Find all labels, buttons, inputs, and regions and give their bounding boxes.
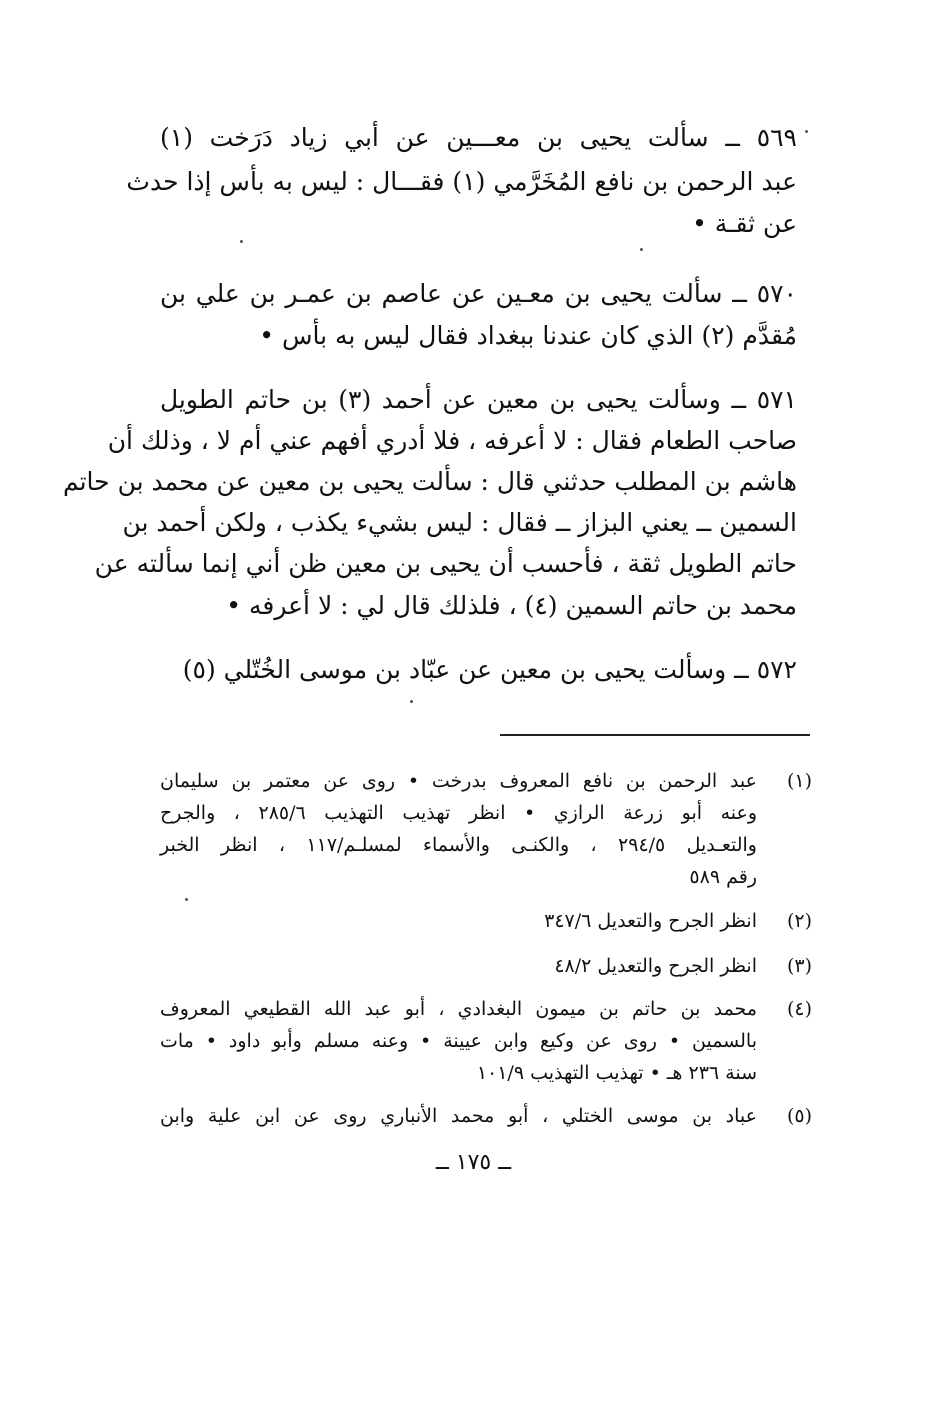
footnote-line: سنة ٢٣٦ هـ • تهذيب التهذيب ١٠١/٩ — [476, 1062, 757, 1084]
scan-speck — [805, 130, 808, 133]
entry-571-line-3: هاشم بن المطلب حدثني قال : سألت يحيى بن معين عن محمد بن حاتم — [62, 467, 797, 496]
footnote-line: انظر الجرح والتعديل ٣٤٧/٦ — [544, 910, 757, 932]
footnote-number: (١) — [786, 770, 812, 792]
entry-571-line-1: ٥٧١ ــ وسألت يحيى بن معين عن أحمد (٣) بن حاتم الطويل — [160, 385, 797, 414]
footnote-2 — [160, 905, 812, 937]
entry-571-line-4: السمين ــ يعني البزاز ــ فقال : ليس بشيء يكذب ، ولكن أحمد بن — [122, 508, 797, 537]
footnote-3 — [160, 950, 812, 982]
footnote-line: عباد بن موسى الختلي ، أبو محمد الأنباري روى عن ابن علية وابن — [160, 1105, 757, 1127]
footnote-line: بالسمين • روى عن وكيع وابن عيينة • وعنه مسلم وأبو داود • مات — [160, 1030, 757, 1052]
footnote-1 — [160, 765, 812, 893]
scan-speck — [640, 248, 643, 251]
entry-569-line-1: ٥٦٩ ــ سألت يحيى بن معـــين عن أبي زياد دَرَخت (١) — [160, 123, 797, 152]
footnote-line: وعنه أبو زرعة الرازي • انظر تهذيب التهذيب ٢٨٥/٦ ، والجرح — [160, 802, 758, 824]
entry-571-line-2: صاحب الطعام فقال : لا أعرفه ، فلا أدري أفهم عني أم لا ، وذلك أن — [107, 426, 797, 455]
footnote-4 — [160, 993, 812, 1089]
footnote-number: (٣) — [786, 955, 812, 977]
scan-speck — [185, 898, 188, 901]
page-number: ــ ١٧٥ ــ — [435, 1150, 512, 1175]
entry-572-line-1: ٥٧٢ ــ وسألت يحيى بن معين عن عبّاد بن موسى الخُتّلي (٥) — [182, 655, 797, 684]
entry-570-line-1: ٥٧٠ ــ سألت يحيى بن معـين عن عاصم بن عمـر بن علي بن — [160, 279, 797, 308]
scan-speck — [410, 700, 413, 703]
entry-569-line-3: عن ثقـة • — [692, 209, 797, 238]
footnote-number: (٥) — [786, 1105, 812, 1127]
entry-571-line-6: محمد بن حاتم السمين (٤) ، فلذلك قال لي : لا أعرفه • — [226, 591, 797, 620]
footnote-number: (٤) — [786, 998, 812, 1020]
footnote-5 — [160, 1100, 812, 1132]
entry-570-line-2: مُقدَّم (٢) الذي كان عندنا ببغداد فقال ليس به بأس • — [259, 321, 797, 350]
entry-571-line-5: حاتم الطويل ثقة ، فأحسب أن يحيى بن معين ظن أني إنما سألته عن — [94, 549, 797, 578]
footnote-separator — [500, 734, 810, 736]
footnote-number: (٢) — [786, 910, 812, 932]
footnote-line: عبد الرحمن بن نافع المعروف بدرخت • روى عن معتمر بن سليمان — [160, 770, 757, 792]
footnote-line: انظر الجرح والتعديل ٤٨/٢ — [554, 955, 757, 977]
footnote-line: رقم ٥٨٩ — [689, 866, 757, 888]
scan-speck — [240, 240, 243, 243]
footnote-line: والتعـديل ٢٩٤/٥ ، والكنـى والأسماء لمسلـم/١١٧ ، انظر الخبر — [160, 834, 757, 856]
entry-569-line-2: عبد الرحمن بن نافع المُخَرَّمي (١) فقـــال : ليس به بأس إذا حدث — [126, 167, 797, 196]
footnote-line: محمد بن حاتم بن ميمون البغدادي ، أبو عبد الله القطيعي المعروف — [160, 998, 757, 1020]
